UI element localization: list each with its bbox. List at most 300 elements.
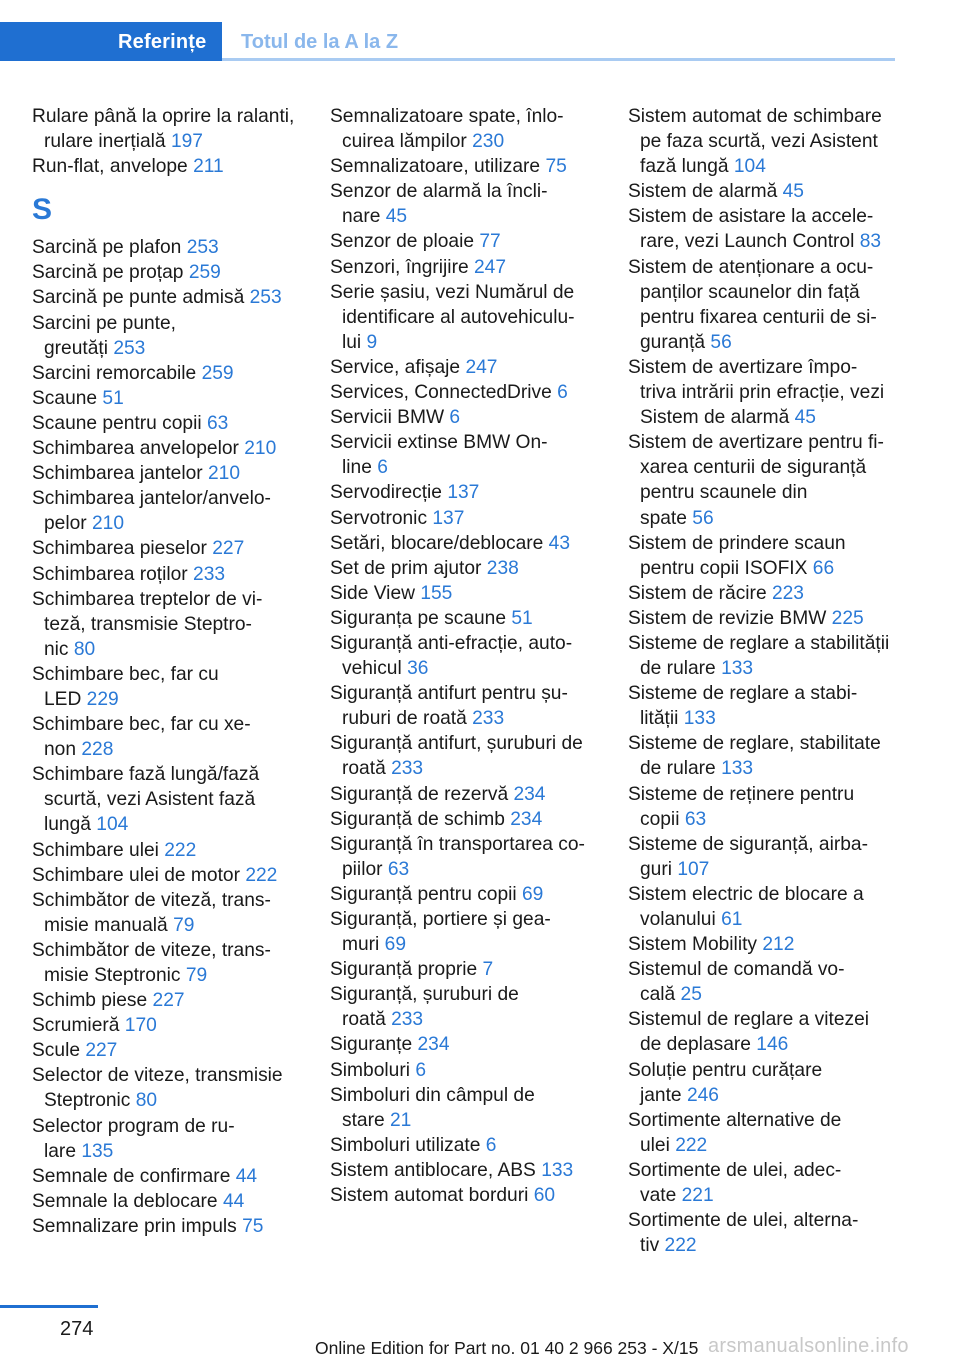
page-reference-link[interactable]: 133 xyxy=(721,758,754,780)
page-reference-link[interactable]: 233 xyxy=(193,563,226,585)
index-entry xyxy=(330,506,610,531)
index-entry-text: rulare inerțială xyxy=(44,131,166,153)
page-reference-link[interactable]: 222 xyxy=(164,839,197,861)
page-reference-link[interactable]: 6 xyxy=(557,382,568,404)
index-entry xyxy=(32,712,312,762)
index-entry-text: Selector program de ru- xyxy=(32,1115,235,1137)
index-entry-text: vehicul xyxy=(342,658,402,680)
page-reference-link[interactable]: 211 xyxy=(193,156,224,178)
index-entry-text: Sortimente de ulei, adec- xyxy=(628,1159,842,1181)
page-reference-link[interactable]: 63 xyxy=(387,858,410,880)
page-reference-link[interactable]: 253 xyxy=(249,287,282,309)
index-entry-text: Siguranță de rezervă xyxy=(330,783,509,805)
page-reference-link[interactable]: 25 xyxy=(680,984,702,1006)
page-reference-link[interactable]: 253 xyxy=(113,337,146,359)
index-entry-text: Scaune xyxy=(32,387,98,409)
page-reference-link[interactable]: 212 xyxy=(762,934,795,956)
index-entry xyxy=(32,154,312,179)
index-entry xyxy=(32,1038,312,1063)
index-entry-text: Sistem antiblocare, ABS xyxy=(330,1159,536,1181)
index-entry xyxy=(32,762,312,837)
page-reference-link[interactable]: 230 xyxy=(472,131,505,153)
page-reference-link[interactable]: 45 xyxy=(794,407,816,429)
tab-references-label: Referințe xyxy=(118,31,207,53)
index-entry-text: Sistem de atenționare a ocu- xyxy=(628,256,874,278)
index-entry xyxy=(330,807,610,832)
index-entry-text: Sistem de prindere scaun xyxy=(628,532,846,554)
index-entry-text: Senzor de ploaie xyxy=(330,231,475,253)
index-entry-text: cală xyxy=(640,984,676,1006)
page-reference-link[interactable]: 75 xyxy=(242,1215,264,1237)
page-reference-link[interactable]: 225 xyxy=(831,607,864,629)
index-entry-text: spate xyxy=(640,507,687,529)
page-reference-link[interactable]: 133 xyxy=(683,708,716,730)
index-entry-text: Simboluri utilizate xyxy=(330,1134,481,1156)
index-entry-text: muri xyxy=(342,934,380,956)
page-reference-link[interactable]: 75 xyxy=(545,156,567,178)
page-reference-link[interactable]: 36 xyxy=(407,658,429,680)
index-entry xyxy=(628,179,908,204)
index-entry-text: Sistemul de comandă vo- xyxy=(628,959,845,981)
page-reference-link[interactable]: 45 xyxy=(782,181,804,203)
index-entry xyxy=(32,285,312,310)
index-entry xyxy=(330,1058,610,1083)
index-entry xyxy=(330,882,610,907)
page-reference-link[interactable]: 7 xyxy=(482,959,494,981)
index-entry-text: Siguranță pentru copii xyxy=(330,883,517,905)
index-entry xyxy=(628,430,908,530)
index-column-2 xyxy=(330,104,610,1208)
page-reference-link[interactable]: 6 xyxy=(415,1059,426,1081)
index-entry xyxy=(32,311,312,361)
index-entry xyxy=(330,531,610,556)
index-entry xyxy=(32,235,312,260)
page-reference-link[interactable]: 228 xyxy=(81,739,114,761)
index-entry-text: Schimbător de viteză, trans- xyxy=(32,889,271,911)
index-entry-text: lungă xyxy=(44,814,91,836)
index-entry-text: Schimbător de viteze, trans- xyxy=(32,939,271,961)
index-entry xyxy=(628,832,908,882)
index-entry-text: Sisteme de reținere pentru xyxy=(628,783,855,805)
page-reference-link[interactable]: 6 xyxy=(485,1134,497,1156)
index-entry-text: Soluție pentru curățare xyxy=(628,1059,823,1081)
index-entry-text: guri xyxy=(640,858,672,880)
index-entry-text: triva intrării prin efracție, vezi xyxy=(640,382,885,404)
index-entry-text: Sistem de alarmă xyxy=(628,181,778,203)
page-reference-link[interactable]: 253 xyxy=(186,237,219,259)
index-entry xyxy=(32,260,312,285)
index-entry-text: jante xyxy=(640,1084,682,1106)
index-entry-text: panților scaunelor din față xyxy=(640,281,860,303)
index-entry xyxy=(628,1007,908,1057)
index-entry-text: Sisteme de reglare a stabilității xyxy=(628,632,890,654)
page-reference-link[interactable]: 51 xyxy=(102,387,124,409)
index-entry-text: Set de prim ajutor xyxy=(330,557,482,579)
index-entry-text: Setări, blocare/deblocare xyxy=(330,532,544,554)
index-entry xyxy=(330,1032,610,1057)
page-reference-link[interactable]: 234 xyxy=(513,783,546,805)
index-entry-text: de deplasare xyxy=(640,1034,751,1056)
index-entry-text: Scaune pentru copii xyxy=(32,412,202,434)
index-entry-text: lui xyxy=(342,331,362,353)
index-entry-text: Side View xyxy=(330,582,415,604)
index-entry-text: Senzori, îngrijire xyxy=(330,256,469,278)
index-entry-text: Semnalizatoare spate, înlo- xyxy=(330,106,564,127)
index-entry-text: Sistem de răcire xyxy=(628,582,767,604)
index-entry xyxy=(330,606,610,631)
index-entry-text: Sisteme de reglare, stabilitate xyxy=(628,733,881,755)
index-entry xyxy=(32,104,312,154)
index-entry-text: Serie șasiu, vezi Numărul de xyxy=(330,281,575,303)
index-entry-text: identificare al autovehiculu- xyxy=(342,306,575,328)
page-reference-link[interactable]: 227 xyxy=(152,990,185,1012)
index-entry-text: pelor xyxy=(44,513,87,535)
page-reference-link[interactable]: 60 xyxy=(533,1185,556,1207)
index-entry xyxy=(330,731,610,781)
index-entry-text: misie Steptronic xyxy=(44,965,181,986)
page-reference-link[interactable]: 233 xyxy=(391,758,424,780)
index-entry xyxy=(330,631,610,681)
index-entry-text: fază lungă xyxy=(640,156,729,178)
index-entry xyxy=(32,361,312,386)
page-reference-link[interactable]: 197 xyxy=(170,131,203,153)
index-entry-text: Schimbare ulei xyxy=(32,839,159,861)
index-entry-text: Servicii BMW xyxy=(330,407,445,429)
index-entry-text: Siguranțe xyxy=(330,1034,413,1056)
index-entry xyxy=(32,938,312,988)
page-reference-link[interactable]: 233 xyxy=(391,1009,424,1031)
index-entry-text: Schimbarea pieselor xyxy=(32,538,207,560)
page-reference-link[interactable]: 107 xyxy=(677,858,710,880)
index-entry-text: Services, ConnectedDrive xyxy=(330,382,552,404)
index-entry-text: Selector de viteze, transmisie xyxy=(32,1065,283,1087)
index-entry-text: guranță xyxy=(640,331,706,353)
index-entry-text: Simboluri xyxy=(330,1059,410,1081)
index-entry xyxy=(32,536,312,561)
index-entry xyxy=(628,606,908,631)
index-entry xyxy=(32,888,312,938)
page-reference-link[interactable]: 56 xyxy=(710,331,732,353)
page-reference-link[interactable]: 104 xyxy=(96,814,129,836)
page-number: 274 xyxy=(60,1318,94,1340)
index-entry-text: line xyxy=(342,457,372,479)
index-entry-text: Sisteme de reglare a stabi- xyxy=(628,683,858,705)
index-entry xyxy=(628,104,908,179)
index-entry xyxy=(628,1058,908,1108)
index-entry-text: xarea centurii de siguranță xyxy=(640,457,867,479)
index-entry-text: cuirea lămpilor xyxy=(342,131,467,153)
index-entry-text: Run-flat, anvelope xyxy=(32,156,188,178)
page-reference-link[interactable]: 21 xyxy=(390,1109,412,1131)
index-entry-text: Schimbare bec, far cu xe- xyxy=(32,714,251,736)
index-entry-text: Schimbarea roților xyxy=(32,563,188,585)
index-entry xyxy=(628,204,908,254)
index-entry-text: Service, afișaje xyxy=(330,356,461,378)
index-entry-text: volanului xyxy=(640,909,716,930)
index-entry-text: Scrumieră xyxy=(32,1015,120,1037)
index-entry xyxy=(628,1108,908,1158)
page-reference-link[interactable]: 79 xyxy=(185,965,208,986)
index-entry xyxy=(330,1133,610,1158)
index-entry xyxy=(32,1189,312,1214)
index-entry xyxy=(330,480,610,505)
index-entry-text: Sarcină pe punte admisă xyxy=(32,287,245,309)
index-entry xyxy=(32,486,312,536)
page-reference-link[interactable]: 229 xyxy=(86,688,119,710)
index-entry-text: piilor xyxy=(342,858,383,880)
header-bar xyxy=(0,0,895,61)
index-entry-text: pe faza scurtă, vezi Asistent xyxy=(640,131,878,153)
index-entry-text: Sistem electric de blocare a xyxy=(628,883,864,905)
page-reference-link[interactable]: 56 xyxy=(692,507,714,529)
index-entry xyxy=(628,782,908,832)
index-entry-text: pentru copii ISOFIX xyxy=(640,557,808,579)
index-entry xyxy=(330,355,610,380)
index-entry xyxy=(32,587,312,662)
page-reference-link[interactable]: 45 xyxy=(385,206,408,228)
index-entry-text: Schimbarea treptelor de vi- xyxy=(32,588,263,610)
page-reference-link[interactable]: 223 xyxy=(771,582,804,604)
index-entry-text: Sistem de asistare la accele- xyxy=(628,206,874,228)
section-letter: S xyxy=(32,193,53,227)
index-entry xyxy=(330,782,610,807)
page-reference-link[interactable]: 135 xyxy=(81,1140,114,1162)
index-entry-text: Rulare până la oprire la ralanti, xyxy=(32,106,295,127)
index-entry-text: Senzor de alarmă la încli- xyxy=(330,181,548,203)
page-reference-link[interactable]: 44 xyxy=(222,1190,245,1212)
page-reference-link[interactable]: 6 xyxy=(377,457,388,479)
index-entry xyxy=(32,662,312,712)
edition-note: Online Edition for Part no. 01 40 2 966 253 - X/15 xyxy=(315,1338,699,1358)
index-entry xyxy=(32,436,312,461)
index-entry-text: Schimbarea anvelopelor xyxy=(32,438,239,460)
index-entry-text: roată xyxy=(342,1009,386,1031)
index-entry-text: Siguranță antifurt pentru șu- xyxy=(330,683,568,705)
page-reference-link[interactable]: 227 xyxy=(212,538,245,560)
index-entry-text: Steptronic xyxy=(44,1090,131,1112)
page-reference-link[interactable]: 83 xyxy=(859,231,882,253)
index-entry xyxy=(330,982,610,1032)
index-entry-text: Sistemul de reglare a vitezei xyxy=(628,1009,870,1031)
index-entry-text: Sistem automat borduri xyxy=(330,1185,529,1207)
index-entry-text: ruburi de roată xyxy=(342,708,467,730)
index-entry-text: Sarcini pe punte, xyxy=(32,312,176,334)
index-entry-text: nic xyxy=(44,638,69,660)
tab-a-to-z[interactable]: Totul de la A la Z xyxy=(241,31,399,53)
page-reference-link[interactable]: 77 xyxy=(479,231,501,253)
index-entry-text: Schimbarea jantelor/anvelo- xyxy=(32,488,271,510)
index-entry-text: Semnale de confirmare xyxy=(32,1165,231,1187)
index-entry xyxy=(330,380,610,405)
page-reference-link[interactable]: 133 xyxy=(721,658,754,680)
index-entry xyxy=(330,179,610,229)
index-entry-text: lității xyxy=(640,708,679,730)
index-entry-text: lare xyxy=(44,1140,76,1162)
index-entry-text: Servicii extinse BMW On- xyxy=(330,432,548,454)
page-reference-link[interactable]: 80 xyxy=(135,1090,158,1112)
page-reference-link[interactable]: 247 xyxy=(465,356,498,378)
index-entry-text: non xyxy=(44,739,77,761)
page-reference-link[interactable]: 69 xyxy=(384,934,406,956)
index-entry-text: Sistem de avertizare pentru fi- xyxy=(628,432,884,454)
index-entry-text: Siguranță, șuruburi de xyxy=(330,984,519,1006)
index-entry xyxy=(628,631,908,681)
index-entry-text: Siguranța pe scaune xyxy=(330,607,507,629)
index-entry xyxy=(32,1063,312,1113)
index-entry-text: Sistem automat de schimbare xyxy=(628,106,882,127)
page-reference-link[interactable]: 234 xyxy=(417,1034,450,1056)
index-entry-text: tiv xyxy=(640,1235,660,1257)
index-entry xyxy=(330,229,610,254)
page-reference-link[interactable]: 210 xyxy=(244,438,277,460)
index-entry xyxy=(330,1158,610,1183)
index-entry-text: Siguranță, portiere și gea- xyxy=(330,909,551,930)
index-entry-text: Servotronic xyxy=(330,507,428,529)
index-entry xyxy=(330,255,610,280)
index-entry-text: Semnalizare prin impuls xyxy=(32,1215,237,1237)
index-entry xyxy=(628,1208,908,1258)
index-entry xyxy=(32,988,312,1013)
page-reference-link[interactable]: 170 xyxy=(124,1015,157,1037)
index-entry xyxy=(628,731,908,781)
index-entry-text: nare xyxy=(342,206,381,228)
page-reference-link[interactable]: 69 xyxy=(522,883,544,905)
watermark: arsmanualsonline.info xyxy=(708,1335,909,1357)
index-entry-text: copii xyxy=(640,808,680,830)
index-entry-text: teză, transmisie Steptro- xyxy=(44,613,252,635)
index-entry xyxy=(330,907,610,957)
index-entry-text: LED xyxy=(44,688,82,710)
page-reference-link[interactable]: 259 xyxy=(188,262,221,284)
page-reference-link[interactable]: 66 xyxy=(812,557,835,579)
index-entry xyxy=(330,154,610,179)
index-entry xyxy=(32,562,312,587)
index-entry-text: Siguranță de schimb xyxy=(330,808,505,830)
index-entry xyxy=(628,882,908,932)
index-entry-text: Schimbare ulei de motor xyxy=(32,864,240,886)
page-reference-link[interactable]: 63 xyxy=(206,412,229,434)
page-reference-link[interactable]: 233 xyxy=(472,708,505,730)
page-reference-link[interactable]: 104 xyxy=(733,156,766,178)
index-entry xyxy=(330,280,610,355)
index-entry-text: Sortimente de ulei, alterna- xyxy=(628,1210,859,1232)
index-entry xyxy=(330,104,610,154)
index-entry-text: greutăți xyxy=(44,337,108,359)
index-entry-text: Schimb piese xyxy=(32,990,148,1012)
page-reference-link[interactable]: 43 xyxy=(548,532,571,554)
index-entry-text: Semnalizatoare, utilizare xyxy=(330,156,541,178)
index-entry xyxy=(32,411,312,436)
page-reference-link[interactable]: 61 xyxy=(721,909,743,930)
page-reference-link[interactable]: 227 xyxy=(85,1040,118,1062)
page-reference-link[interactable]: 222 xyxy=(664,1235,697,1257)
index-entry xyxy=(32,863,312,888)
index-entry-text: de rulare xyxy=(640,658,716,680)
index-entry-text: pentru fixarea centurii de si- xyxy=(640,306,877,328)
index-entry-text: Servodirecție xyxy=(330,482,442,504)
index-entry-text: Sistem de revizie BMW xyxy=(628,607,827,629)
index-entry xyxy=(330,430,610,480)
index-entry xyxy=(628,957,908,1007)
page-reference-link[interactable]: 222 xyxy=(245,864,278,886)
index-entry xyxy=(32,461,312,486)
index-entry xyxy=(330,556,610,581)
header-divider xyxy=(222,58,895,61)
index-entry-text: Siguranță în transportarea co- xyxy=(330,833,585,855)
page-reference-link[interactable]: 146 xyxy=(756,1034,789,1056)
page-reference-link[interactable]: 259 xyxy=(201,362,234,384)
index-entry xyxy=(628,681,908,731)
index-entry xyxy=(32,1013,312,1038)
index-entry xyxy=(330,1183,610,1208)
page-reference-link[interactable]: 221 xyxy=(681,1185,714,1207)
index-entry-text: Sarcină pe plafon xyxy=(32,237,182,259)
index-entry-text: roată xyxy=(342,758,386,780)
index-entry-text: Schimbare fază lungă/fază xyxy=(32,764,260,786)
footer-accent-line xyxy=(0,1305,98,1308)
index-entry xyxy=(628,1158,908,1208)
page-reference-link[interactable]: 210 xyxy=(92,513,125,535)
page-reference-link[interactable]: 63 xyxy=(684,808,707,830)
page-reference-link[interactable]: 133 xyxy=(541,1159,574,1181)
index-entry-text: Sistem de avertizare împo- xyxy=(628,356,858,378)
index-entry xyxy=(32,1114,312,1164)
index-entry-text: Sistem de alarmă xyxy=(640,407,790,429)
page-reference-link[interactable]: 137 xyxy=(432,507,465,529)
index-entry xyxy=(628,531,908,581)
page-reference-link[interactable]: 155 xyxy=(420,582,453,604)
page-reference-link[interactable]: 246 xyxy=(686,1084,719,1106)
page-reference-link[interactable]: 210 xyxy=(208,463,241,485)
index-entry xyxy=(628,581,908,606)
index-entry-text: Sisteme de siguranță, airba- xyxy=(628,833,868,855)
page-reference-link[interactable]: 247 xyxy=(473,256,506,278)
index-column-3 xyxy=(628,104,908,1258)
page-reference-link[interactable]: 44 xyxy=(235,1165,258,1187)
page-reference-link[interactable]: 234 xyxy=(510,808,543,830)
index-entry-text: Siguranță proprie xyxy=(330,959,478,981)
index-entry xyxy=(330,1083,610,1133)
index-column-1 xyxy=(32,104,312,1239)
index-entry xyxy=(628,932,908,957)
index-entry xyxy=(330,405,610,430)
index-entry xyxy=(330,681,610,731)
index-entry-text: Siguranță antifurt, șuruburi de xyxy=(330,733,583,755)
index-entry xyxy=(32,386,312,411)
page-reference-link[interactable]: 79 xyxy=(173,914,195,936)
index-entry xyxy=(32,838,312,863)
index-entry-text: Siguranță anti-efracție, auto- xyxy=(330,632,573,654)
index-entry-text: Sarcini remorcabile xyxy=(32,362,197,384)
page-reference-link[interactable]: 222 xyxy=(675,1134,708,1156)
index-entry-text: Schimbare bec, far cu xyxy=(32,663,219,685)
index-entry-text: Semnale la deblocare xyxy=(32,1190,218,1212)
index-entry xyxy=(32,1164,312,1189)
page-reference-link[interactable]: 137 xyxy=(447,482,480,504)
page-reference-link[interactable]: 6 xyxy=(449,407,461,429)
index-entry-text: scurtă, vezi Asistent fază xyxy=(44,789,256,811)
index-entry-text: ulei xyxy=(640,1134,670,1156)
page-reference-link[interactable]: 80 xyxy=(73,638,96,660)
index-entry-text: Simboluri din câmpul de xyxy=(330,1084,535,1106)
page-reference-link[interactable]: 238 xyxy=(486,557,519,579)
page-reference-link[interactable]: 9 xyxy=(366,331,378,353)
index-entry-text: stare xyxy=(342,1109,385,1131)
index-entry xyxy=(330,832,610,882)
page-reference-link[interactable]: 51 xyxy=(511,607,533,629)
tab-references[interactable] xyxy=(0,22,222,61)
index-entry-text: vate xyxy=(640,1185,677,1207)
